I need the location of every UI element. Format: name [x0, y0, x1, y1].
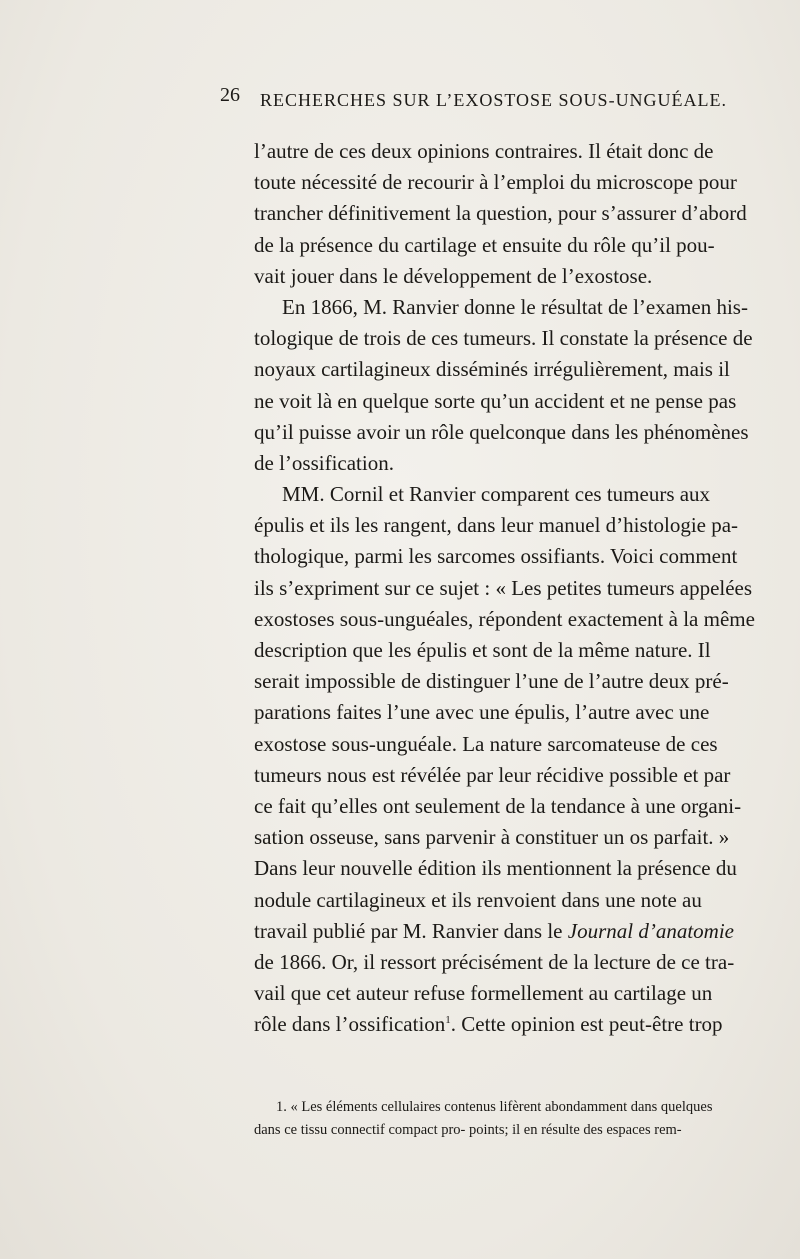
text-line: exostoses sous-unguéales, répondent exactement à la même	[254, 606, 755, 631]
journal-title: Journal d’anatomie	[567, 918, 734, 943]
text-line: de l’ossification.	[254, 450, 394, 475]
text-line: épulis et ils les rangent, dans leur manuel d’histologie pa-	[254, 513, 739, 538]
footnote-line: 1. « Les éléments cellulaires contenus lifèrent abondamment dans quelques	[276, 1099, 713, 1115]
text-fragment: travail publié par M. Ranvier dans le	[254, 918, 568, 943]
text-fragment: rôle dans l’ossification	[254, 1012, 446, 1037]
text-line: description que les épulis et sont de la même nature. Il	[254, 638, 711, 662]
page-header	[220, 84, 780, 120]
text-fragment: . Cette opinion est peut-être trop	[450, 1012, 723, 1037]
text-line: vait jouer dans le développement de l’exostose.	[254, 263, 653, 288]
text-line: l’autre de ces deux opinions contraires. Il était donc de	[254, 139, 714, 163]
footnote-marker: 1	[445, 1014, 451, 1027]
footnote	[254, 1096, 774, 1142]
text-line: Dans leur nouvelle édition ils mentionnent la présence du	[254, 856, 737, 881]
footnote-line: dans ce tissu connectif compact pro- points; il en résulte des espaces rem-	[254, 1122, 682, 1138]
text-line: serait impossible de distinguer l’une de l’autre deux pré-	[254, 669, 729, 694]
text-line: thologique, parmi les sarcomes ossifiants. Voici comment	[254, 544, 738, 569]
body-text	[254, 136, 774, 1040]
text-line: vail que cet auteur refuse formellement au cartilage un	[254, 981, 713, 1006]
text-line: de 1866. Or, il ressort précisément de la lecture de ce tra-	[254, 949, 735, 974]
text-line: de la présence du cartilage et ensuite du rôle qu’il pou-	[254, 232, 715, 257]
text-line: tumeurs nous est révélée par leur récidive possible et par	[254, 762, 731, 787]
text-line	[254, 916, 774, 947]
running-title: RECHERCHES SUR L’EXOSTOSE SOUS-UNGUÉALE.	[260, 90, 728, 110]
text-line: MM. Cornil et Ranvier comparent ces tumeurs aux	[282, 482, 711, 507]
text-line: qu’il puisse avoir un rôle quelconque dans les phénomènes	[254, 419, 749, 444]
text-line: ce fait qu’elles ont seulement de la tendance à une organi-	[254, 793, 742, 818]
text-line: parations faites l’une avec une épulis, l’autre avec une	[254, 700, 710, 725]
text-line	[254, 1009, 774, 1040]
text-line: trancher définitivement la question, pour s’assurer d’abord	[254, 201, 747, 226]
text-line: ils s’expriment sur ce sujet : « Les petites tumeurs appelées	[254, 575, 753, 600]
text-line: nodule cartilagineux et ils renvoient dans une note au	[254, 887, 702, 912]
text-line: tologique de trois de ces tumeurs. Il constate la présence de	[254, 326, 753, 351]
text-line: En 1866, M. Ranvier donne le résultat de l’examen his-	[282, 294, 748, 319]
page-number: 26	[220, 84, 240, 106]
text-line: noyaux cartilagineux disséminés irrégulièrement, mais il	[254, 357, 730, 382]
text-line: ne voit là en quelque sorte qu’un accident et ne pense pas	[254, 388, 737, 413]
text-line: exostose sous-unguéale. La nature sarcomateuse de ces	[254, 731, 718, 756]
text-line: toute nécessité de recourir à l’emploi du microscope pour	[254, 170, 737, 195]
text-line: sation osseuse, sans parvenir à constituer un os parfait. »	[254, 825, 730, 850]
